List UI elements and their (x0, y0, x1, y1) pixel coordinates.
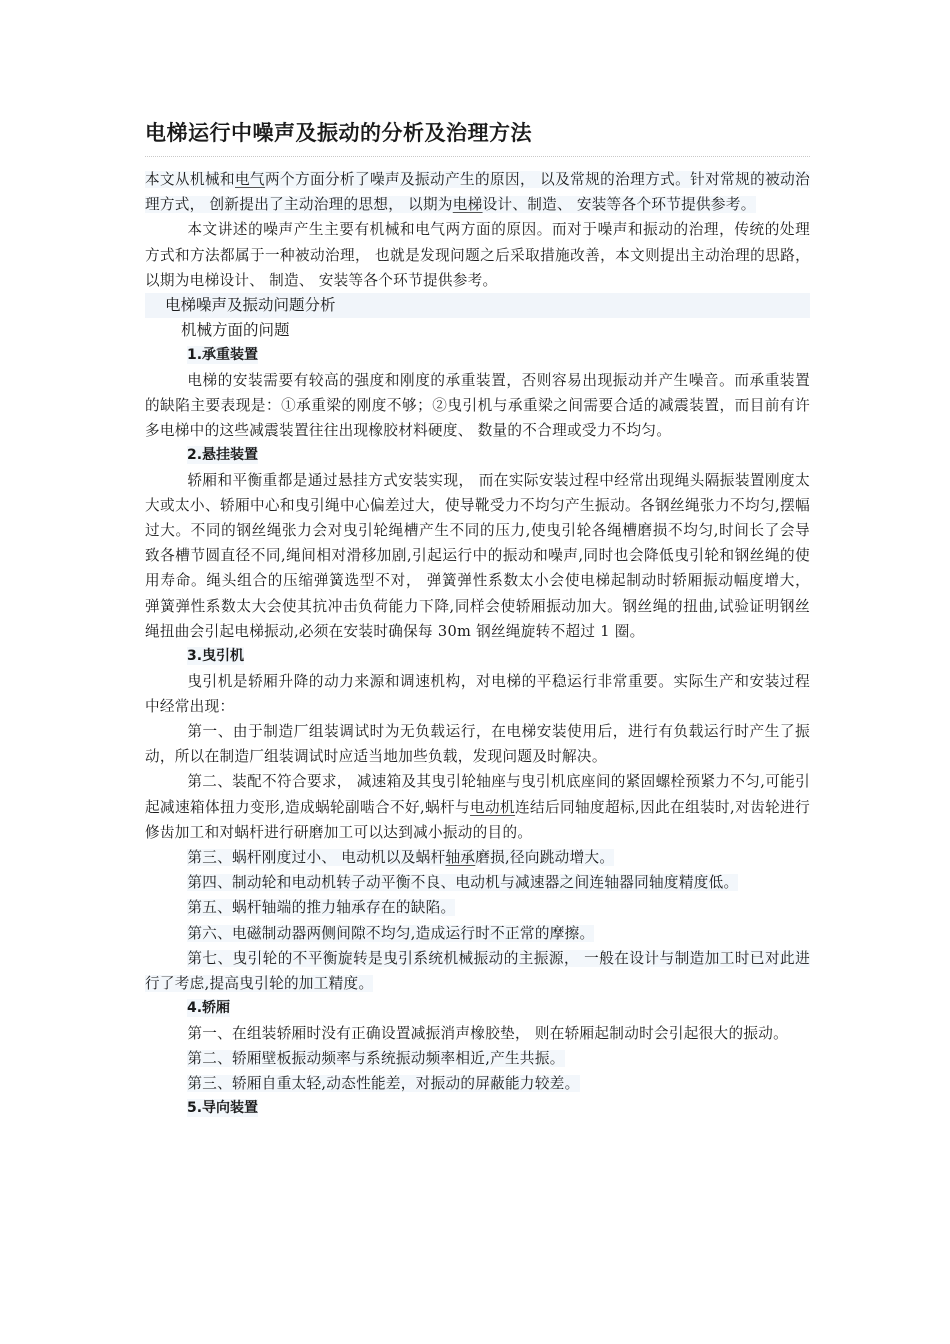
item-text: 第二、轿厢壁板振动频率与系统振动频率相近,产生共振。 (187, 1049, 565, 1067)
item-text: 第七、曳引轮的不平衡旋转是曳引系统机械振动的主振源， 一般在设计与制造加工时已对此进行了考虑,提高曳引轮的加工精度。 (145, 949, 810, 992)
heading-text: 3.曳引机 (187, 648, 245, 665)
traction-item-1: 第一、由于制造厂组装调试时为无负载运行，在电梯安装使用后，进行有负载运行时产生了振动，所以在制造厂组装调试时应适当地加些负载，发现问题及时解决。 (145, 722, 810, 766)
traction-item-6 (145, 921, 810, 946)
intro-text-a: 本文从机械和 (145, 171, 236, 188)
intro-paragraph (145, 167, 810, 217)
intro-text-b: 两个方面分析了噪声及振动产生的原因， 以及常规的治理方式。针对常规的被动治理方式， 创新提出了主动治理的思想， 以期为 (145, 171, 810, 214)
link-bearing[interactable]: 轴承 (445, 848, 476, 866)
subsection-heading-car (145, 996, 810, 1021)
item-text: 第六、电磁制动器两侧间隙不均匀,造成运行时不正常的摩擦。 (187, 924, 595, 942)
car-item-1: 第一、在组装轿厢时没有正确设置减振消声橡胶垫， 则在轿厢起制动时会引起很大的振动。 (187, 1024, 789, 1042)
load-bearing-paragraph: 电梯的安装需要有较高的强度和刚度的承重装置，否则容易出现振动并产生噪音。而承重装置的缺陷主要表现是：①承重梁的刚度不够；②曳引机与承重梁之间需要合适的减震装置，而目前有许多电梯中的这些减震装置往往出现橡胶材料硬度、 数量的不合理或受力不均匀。 (145, 371, 810, 439)
car-item-3 (145, 1071, 810, 1096)
article-title: 电梯运行中噪声及振动的分析及治理方法 (145, 118, 810, 157)
traction-item-4 (145, 870, 810, 895)
traction-intro-paragraph: 曳引机是轿厢升降的动力来源和调速机构，对电梯的平稳运行非常重要。实际生产和安装过程中经常出现： (145, 672, 810, 715)
traction-item-5 (145, 895, 810, 920)
subsection-heading-load-bearing (145, 343, 810, 368)
car-item-2 (145, 1046, 810, 1071)
item-text-b: 磨损,径向跳动增大。 (475, 848, 615, 866)
document-page (145, 118, 810, 1121)
item-text: 第三、轿厢自重太轻,动态性能差，对振动的屏蔽能力较差。 (187, 1075, 580, 1093)
traction-item-7 (145, 946, 810, 996)
suspension-paragraph: 轿厢和平衡重都是通过悬挂方式安装实现， 而在实际安装过程中经常出现绳头隔振装置刚度太大或太小、轿厢中心和曳引绳中心偏差过大，使导靴受力不均匀产生振动。各钢丝绳张力不均匀,摆幅过大。不同的钢丝绳张力会对曳引轮绳槽产生不同的压力,使曳引轮各绳槽磨损不均匀,时间长了会导致各槽节圆直径不同,绳间相对滑移加剧,引起运行中的振动和噪声,同时也会降低曳引轮和钢丝绳的使用寿命。绳头组合的压缩弹簧选型不对， 弹簧弹性系数太小会使电梯起制动时轿厢振动幅度增大， 弹簧弹性系数太大会使其抗冲击负荷能力下降,同样会使轿厢振动加大。钢丝绳的扭曲,试验证明钢丝绳扭曲会引起电梯振动,必须在安装时确保每 30m 钢丝绳旋转不超过 1 圈。 (145, 471, 810, 640)
traction-item-2 (145, 769, 810, 845)
summary-paragraph: 本文讲述的噪声产生主要有机械和电气两方面的原因。而对于噪声和振动的治理，传统的处理方式和方法都属于一种被动治理， 也就是发现问题之后采取措施改善，本文则提出主动治理的思路，以期为电梯设计、 制造、 安装等各个环节提供参考。 (145, 221, 810, 289)
link-electric[interactable]: 电气 (235, 171, 266, 188)
heading-text: 2.悬挂装置 (187, 447, 259, 464)
item-text-b: 连结后同轴度超标,因此在组装时,对齿轮进行修齿加工和对蜗杆进行研磨加工可以达到减小振动的目的。 (145, 798, 810, 841)
intro-text-c: 设计、制造、 安装等各个环节提供参考。 (482, 196, 756, 214)
link-elevator[interactable]: 电梯 (452, 196, 483, 214)
section-heading-analysis: 电梯噪声及振动问题分析 (145, 293, 810, 318)
heading-text: 4.轿厢 (187, 1000, 231, 1017)
section-heading-mechanical: 机械方面的问题 (181, 321, 290, 340)
item-text: 第五、蜗杆轴端的推力轴承存在的缺陷。 (187, 899, 456, 917)
subsection-heading-traction-machine (145, 644, 810, 669)
item-text-a: 第三、蜗杆刚度过小、 电动机以及蜗杆 (187, 848, 446, 866)
subsection-heading-guide (145, 1096, 810, 1121)
link-motor[interactable]: 电动机 (470, 798, 516, 816)
heading-text: 5.导向装置 (187, 1100, 259, 1117)
item-text: 第四、制动轮和电动机转子动平衡不良、电动机与减速器之间连轴器同轴度精度低。 (187, 874, 739, 892)
traction-item-3 (145, 845, 810, 870)
subsection-heading-suspension (145, 443, 810, 468)
item-text-a: 第二、装配不符合要求， 减速箱及其曳引轮轴座与曳引机底座间的紧固螺栓预紧力不匀,可能引起减速箱体扭力变形,造成蜗轮副啮合不好,蜗杆与 (145, 773, 810, 816)
heading-text: 1.承重装置 (187, 347, 259, 364)
